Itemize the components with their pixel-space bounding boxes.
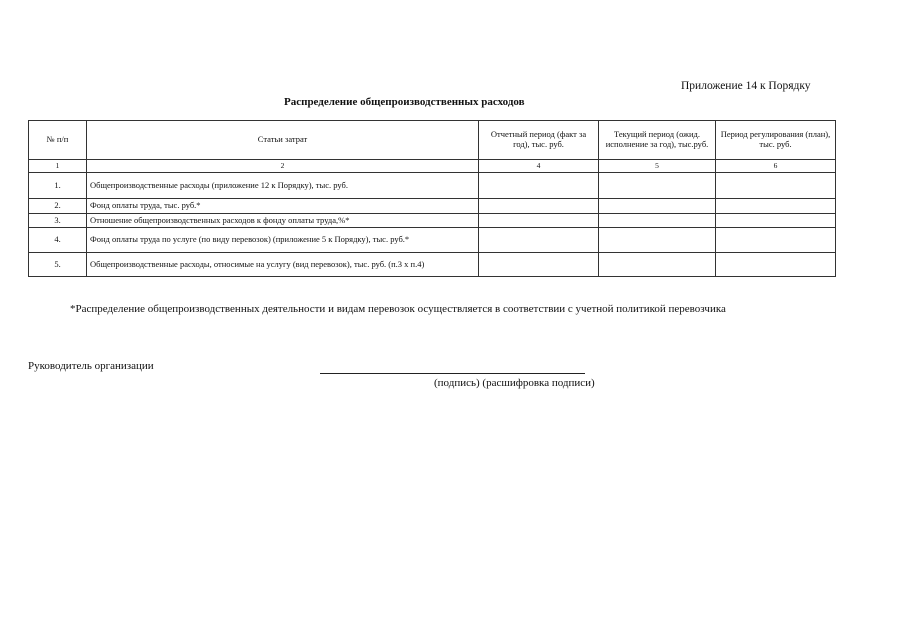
current-value-cell [599, 199, 716, 214]
reported-value-cell [479, 199, 599, 214]
table-row [29, 199, 836, 214]
current-value-cell [599, 228, 716, 253]
cost-item: Фонд оплаты труда, тыс. руб.* [87, 199, 479, 214]
planned-value-cell [716, 228, 836, 253]
planned-value-cell [716, 214, 836, 228]
planned-value-cell [716, 173, 836, 199]
table-row [29, 214, 836, 228]
signature-line [320, 373, 585, 374]
row-number: 1. [29, 173, 87, 199]
column-header-regulation-period: Период регулирования (план), тыс. руб. [716, 121, 836, 160]
planned-value-cell [716, 199, 836, 214]
current-value-cell [599, 253, 716, 277]
row-number: 5. [29, 253, 87, 277]
table-row [29, 253, 836, 277]
current-value-cell [599, 173, 716, 199]
cost-item: Общепроизводственные расходы, относимые на услугу (вид перевозок), тыс. руб. (п.3 х п.4) [87, 253, 479, 277]
cost-item: Отношение общепроизводственных расходов к фонду оплаты труда,%* [87, 214, 479, 228]
reported-value-cell [479, 173, 599, 199]
table-row [29, 173, 836, 199]
column-index: 5 [599, 160, 716, 173]
cost-item: Общепроизводственные расходы (приложение 12 к Порядку), тыс. руб. [87, 173, 479, 199]
table-header-row [29, 121, 836, 160]
row-number: 4. [29, 228, 87, 253]
column-header-cost-item: Статьи затрат [87, 121, 479, 160]
appendix-reference: Приложение 14 к Порядку [681, 80, 811, 92]
row-number: 3. [29, 214, 87, 228]
column-index: 6 [716, 160, 836, 173]
column-header-current-period: Текущий период (ожид. исполнение за год), тыс.руб. [599, 121, 716, 160]
column-index: 2 [87, 160, 479, 173]
reported-value-cell [479, 253, 599, 277]
manager-label: Руководитель организации [28, 360, 154, 372]
cost-distribution-table [28, 120, 836, 277]
column-header-reported-period: Отчетный период (факт за год), тыс. руб. [479, 121, 599, 160]
column-index: 4 [479, 160, 599, 173]
column-index-row [29, 160, 836, 173]
footnote: *Распределение общепроизводственных деятельности и видам перевозок осуществляется в соответствии с учетной политикой перевозчика [70, 303, 726, 315]
column-header-number: № п/п [29, 121, 87, 160]
row-number: 2. [29, 199, 87, 214]
document-title: Распределение общепроизводственных расходов [284, 96, 525, 108]
planned-value-cell [716, 253, 836, 277]
current-value-cell [599, 214, 716, 228]
cost-item: Фонд оплаты труда по услуге (по виду перевозок) (приложение 5 к Порядку), тыс. руб.* [87, 228, 479, 253]
reported-value-cell [479, 214, 599, 228]
column-index: 1 [29, 160, 87, 173]
table-row [29, 228, 836, 253]
reported-value-cell [479, 228, 599, 253]
signature-caption: (подпись) (расшифровка подписи) [434, 377, 595, 389]
